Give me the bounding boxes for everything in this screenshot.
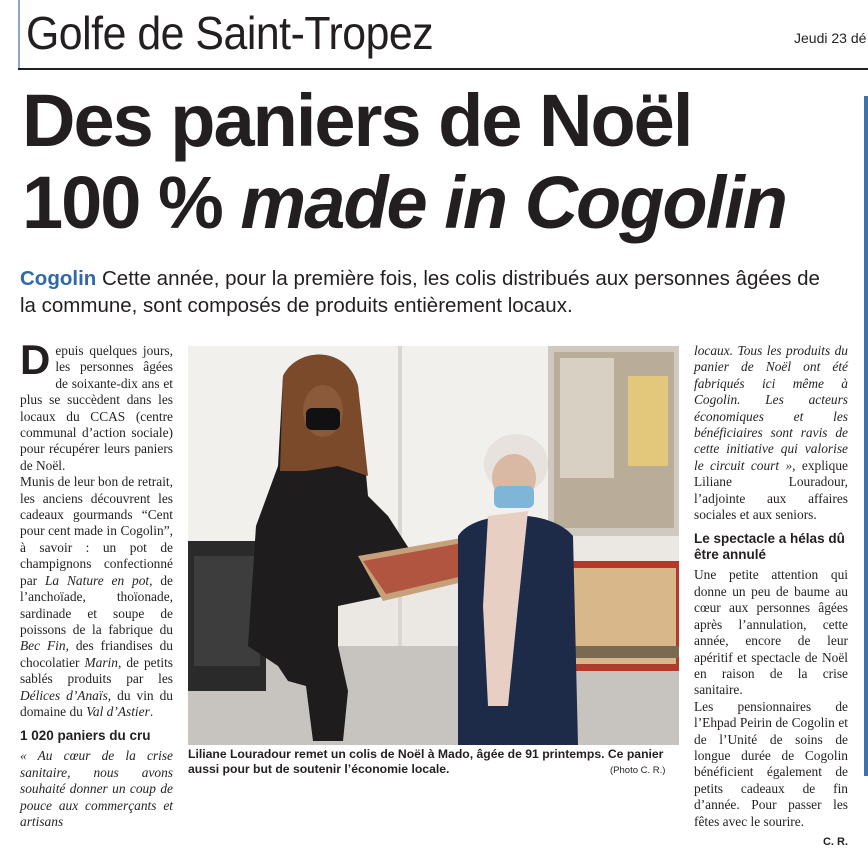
quote-start xyxy=(20,748,173,830)
p2-brand-2: Bec Fin xyxy=(20,638,66,654)
p2-brand-4: Délices d’Anaïs xyxy=(20,687,108,703)
lede xyxy=(20,265,840,319)
attribution-text: , explique Liliane Louradour, l’adjointe aux affaires sociales et aux seniors. xyxy=(694,457,848,523)
p2-brand-3: Marin xyxy=(84,654,118,670)
author-signature: C. R. xyxy=(822,835,848,848)
issue-date: Jeudi 23 dé xyxy=(794,30,867,46)
paragraph-2 xyxy=(20,474,173,720)
page-header xyxy=(0,0,868,70)
p2-brand-5: Val d’Astier xyxy=(86,703,150,719)
quote-end: locaux. Tous les produits du panier de Noël ont été fabriqués ici même à Cogolin. Les acteurs économiques et les bénéficiaires sont ravis de cette initiative qui valorise le circuit court » xyxy=(694,343,848,473)
p2-text-d: , de petits sablés produits par les xyxy=(20,654,173,687)
p2-text-f: . xyxy=(149,703,154,719)
frame-edge-right xyxy=(864,96,868,776)
subhead-left: 1 020 paniers du cru xyxy=(20,728,151,744)
headline-line-2 xyxy=(22,162,786,244)
subhead-right: Le spectacle a hélas dû être annulé xyxy=(694,531,845,563)
paragraph-1 xyxy=(20,336,173,474)
frame-edge-left xyxy=(18,0,20,70)
photo-illustration xyxy=(188,346,679,745)
article-column-right xyxy=(694,343,848,850)
dropcap: D xyxy=(20,336,51,383)
p2-text-a: Munis de leur bon de retrait, les anciens découvrent les cadeaux gourmands “Cent pour cent made in Cogolin”, à savoir : un pot de champignons confectionné par xyxy=(20,474,173,588)
article-column-left xyxy=(20,336,174,830)
photo-credit: (Photo C. R.) xyxy=(610,765,666,776)
lede-kicker: Cogolin xyxy=(20,267,97,290)
section-title: Golfe de Saint-Tropez xyxy=(26,7,434,59)
p2-text-e: , du vin du domaine du xyxy=(20,687,173,719)
headline-line-1: Des paniers de Noël xyxy=(22,79,692,162)
headline-line-2-plain: 100 % xyxy=(22,161,222,244)
p2-brand-1: La Nature en pot xyxy=(44,572,150,588)
lede-text: Cette année, pour la première fois, les colis distribués aux personnes âgées de la commune, sont composés de produits entièrement locaux. xyxy=(20,267,820,317)
header-rule xyxy=(18,68,868,70)
p2-text-b: , de l’anchoïade, thoïonade, sardinade et soupe de poissons de la fabrique du xyxy=(20,572,174,637)
paragraph-3 xyxy=(694,343,848,523)
paragraph-5: Les pensionnaires de l’Ehpad Peirin de Cogolin et de l’Unité de soins de longue durée de Cogolin bénéficient également de petits cadeaux de fin d’année. Pour passer les fêtes avec le sourire. xyxy=(694,698,848,829)
quote-text: « Au cœur de la crise sanitaire, nous avons souhaité donner un coup de pouce aux commerçants et artisans xyxy=(20,748,173,829)
paragraph-4: Une petite attention qui donne un peu de baume au cœur aux personnes âgées après l’annulation, cette année, encore de leur apéritif et spectacle de Noël en raison de la crise sanitaire. xyxy=(694,567,848,698)
headline-line-2-italic: made in Cogolin xyxy=(240,161,786,244)
article-photo xyxy=(188,346,679,745)
headline xyxy=(22,80,786,244)
paragraph-1-text: epuis quelques jours, les personnes âgées de soixante-dix ans et plus se succèdent dans les locaux du CCAS (centre communal d’action sociale) pour récupérer leurs paniers de Noël. xyxy=(20,343,173,473)
p2-text-c: , des friandises du chocolatier xyxy=(20,638,173,670)
photo-caption: Liliane Louradour remet un colis de Noël à Mado, âgée de 91 printemps. Ce panier aussi pour but de soutenir l’économie locale. xyxy=(188,747,664,776)
